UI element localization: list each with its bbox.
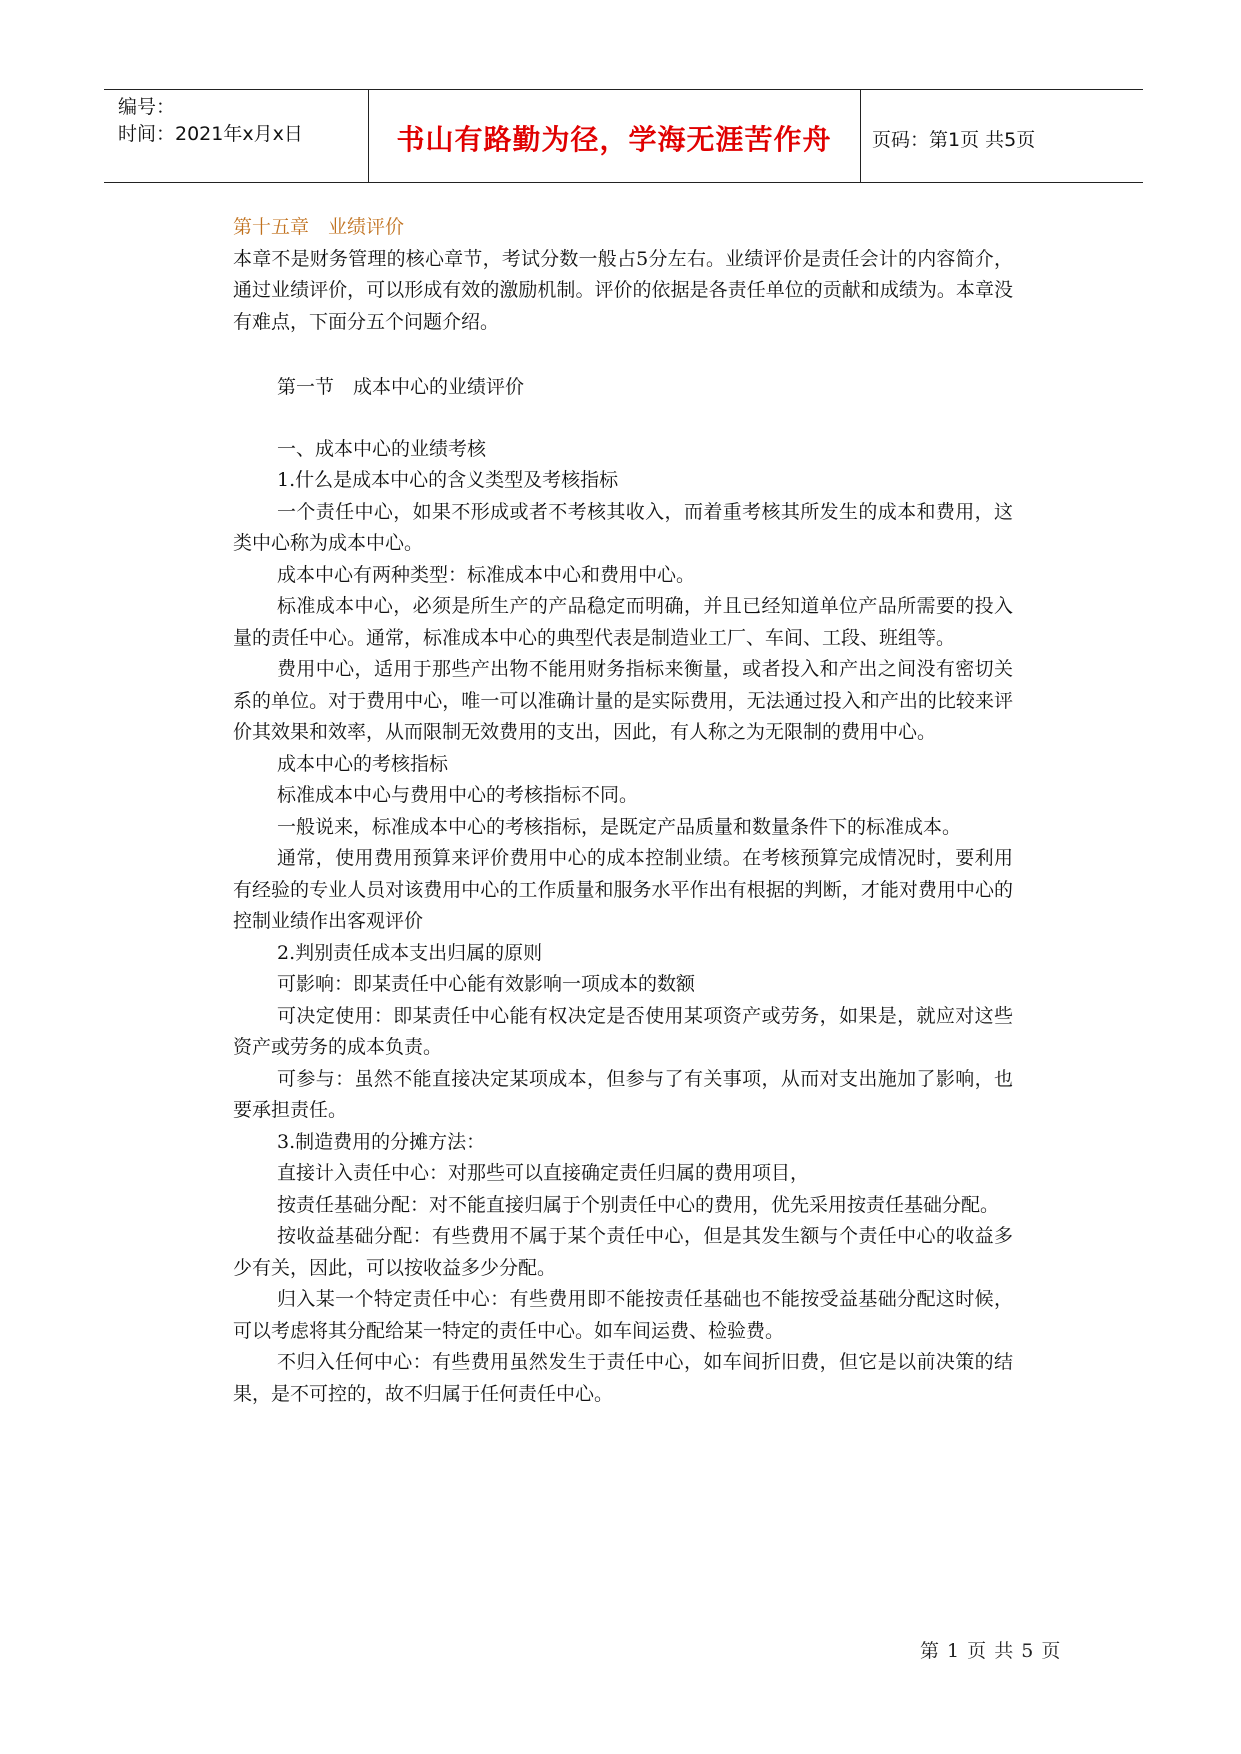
header-motto: 书山有路勤为径，学海无涯苦作舟: [396, 123, 832, 156]
document-body: [233, 212, 1013, 1410]
paragraph: 成本中心的考核指标: [277, 752, 449, 775]
header-page-number: 页码：第1页 共5页: [872, 129, 1036, 151]
header-divider: [860, 90, 861, 182]
intro-paragraph: 本章不是财务管理的核心章节，考试分数一般占5分左右。业绩评价是责任会计的内容简介，通过业绩评价，可以形成有效的激励机制。评价的依据是各责任单位的贡献和成绩为。本章没有难点，下面分五个问题介绍。: [233, 247, 1013, 333]
paragraph: 可参与：虽然不能直接决定某项成本，但参与了有关事项，从而对支出施加了影响，也要承担责任。: [233, 1067, 1013, 1121]
header-meta: [118, 94, 303, 148]
paragraph: 费用中心，适用于那些产出物不能用财务指标来衡量，或者投入和产出之间没有密切关系的单位。对于费用中心，唯一可以准确计量的是实际费用，无法通过投入和产出的比较来评价其效果和效率，从而限制无效费用的支出，因此，有人称之为无限制的费用中心。: [233, 658, 1013, 743]
paragraph: 标准成本中心与费用中心的考核指标不同。: [277, 784, 639, 806]
paragraph: 可决定使用：即某责任中心能有权决定是否使用某项资产或劳务，如果是，就应对这些资产或劳务的成本负责。: [233, 1004, 1013, 1058]
paragraph: 2.判别责任成本支出归属的原则: [277, 941, 543, 964]
document-time-label: 时间：2021年x月x日: [118, 123, 303, 145]
paragraph: 按收益基础分配：有些费用不属于某个责任中心，但是其发生额与个责任中心的收益多少有关，因此，可以按收益多少分配。: [233, 1225, 1013, 1279]
paragraph: 成本中心有两种类型：标准成本中心和费用中心。: [277, 563, 696, 586]
chapter-title: 第十五章 业绩评价: [233, 216, 405, 238]
paragraph: 归入某一个特定责任中心：有些费用即不能按责任基础也不能按受益基础分配这时候，可以考虑将其分配给某一特定的责任中心。如车间运费、检验费。: [233, 1288, 1013, 1342]
paragraph: 3.制造费用的分摊方法：: [277, 1130, 486, 1153]
paragraph: 一个责任中心，如果不形成或者不考核其收入，而着重考核其所发生的成本和费用，这类中心称为成本中心。: [233, 500, 1013, 554]
paragraph: 一般说来，标准成本中心的考核指标，是既定产品质量和数量条件下的标准成本。: [277, 815, 962, 838]
subsection-title: 一、成本中心的业绩考核: [277, 437, 487, 460]
paragraph: 直接计入责任中心：对那些可以直接确定责任归属的费用项目，: [277, 1162, 810, 1184]
section-title: 第一节 成本中心的业绩评价: [277, 376, 525, 398]
page-header: [104, 89, 1143, 183]
page-footer: 第 1 页 共 5 页: [920, 1640, 1062, 1662]
paragraph: 按责任基础分配：对不能直接归属于个别责任中心的费用，优先采用按责任基础分配。: [277, 1193, 1000, 1216]
document-number-label: 编号：: [118, 96, 176, 118]
paragraph: 1.什么是成本中心的含义类型及考核指标: [277, 469, 619, 491]
header-divider: [368, 90, 369, 182]
paragraph: 标准成本中心，必须是所生产的产品稳定而明确，并且已经知道单位产品所需要的投入量的责任中心。通常，标准成本中心的典型代表是制造业工厂、车间、工段、班组等。: [233, 595, 1013, 649]
paragraph: 可影响：即某责任中心能有效影响一项成本的数额: [277, 973, 696, 995]
paragraph: 通常，使用费用预算来评价费用中心的成本控制业绩。在考核预算完成情况时，要利用有经验的专业人员对该费用中心的工作质量和服务水平作出有根据的判断，才能对费用中心的控制业绩作出客观评价: [233, 847, 1013, 932]
paragraph: 不归入任何中心：有些费用虽然发生于责任中心，如车间折旧费，但它是以前决策的结果，是不可控的，故不归属于任何责任中心。: [233, 1351, 1013, 1405]
